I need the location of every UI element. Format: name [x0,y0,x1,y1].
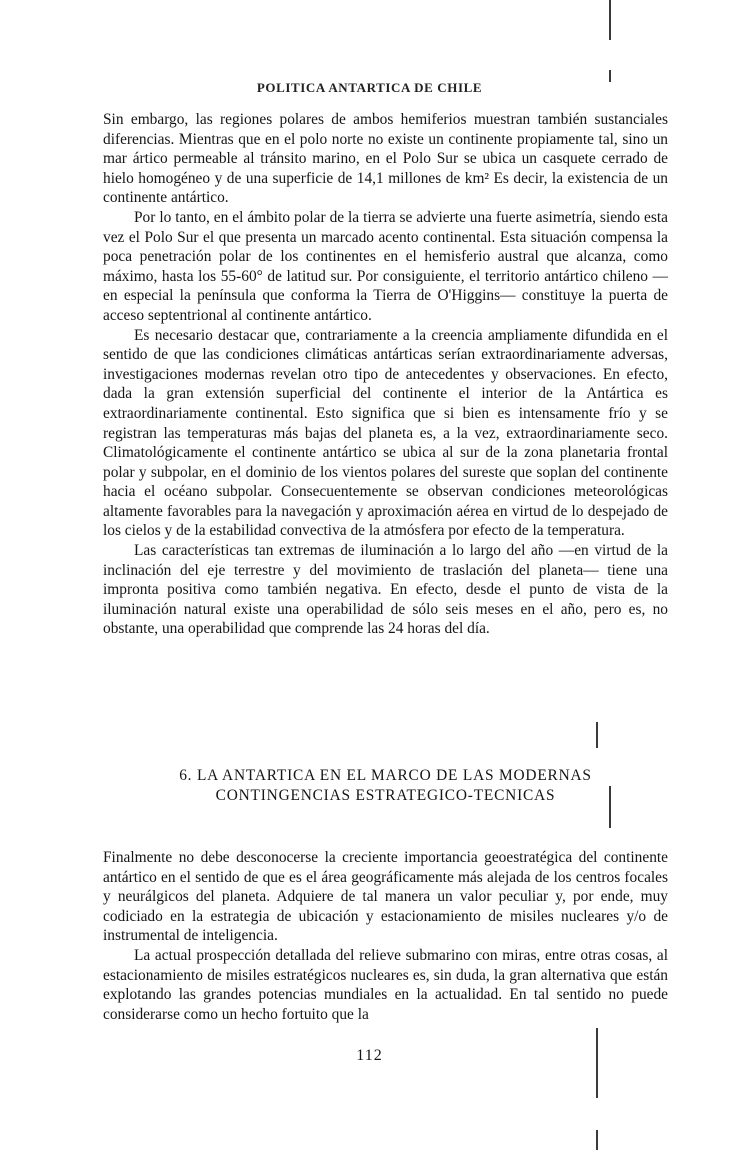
section-heading-line: 6. LA ANTARTICA EN EL MARCO DE LAS MODERNAS [179,767,592,784]
scan-artifact-line [609,70,611,82]
page-number: 112 [356,1047,383,1064]
scan-artifact-line [609,0,611,40]
paragraph: Finalmente no debe desconocerse la creciente importancia geoestratégica del continente antártico en el sentido de que es el área geográficamente más alejada de los centros focales y neurálgicos del planeta. Adquiere de tal manera un valor peculiar y, por ende, muy codiciado en la estrategia de ubicación y estacionamiento de misiles nucleares y/o de instrumental de inteligencia. [103,849,668,945]
paragraph: Las características tan extremas de iluminación a lo largo del año —en virtud de la inclinación del eje terrestre y del movimiento de traslación del planeta— tiene una impronta positiva como también negativa. En efecto, desde el punto de vista de la iluminación natural existe una operabilidad de sólo seis meses en el año, pero es, no obstante, una operabilidad que comprende las 24 horas del día. [103,542,668,638]
body-text-bottom [103,848,668,1024]
running-header: POLITICA ANTARTICA DE CHILE [256,80,483,95]
paragraph: La actual prospección detallada del relieve submarino con miras, entre otras cosas, al estacionamiento de misiles estratégicos nucleares es, sin duda, la gran alternativa que están explotando las grandes potencias mundiales en la actualidad. En tal sentido no puede considerarse como un hecho fortuito que la [103,946,668,1023]
body-text-top [103,110,668,639]
scan-artifact-line [609,786,611,828]
scan-artifact-line [596,722,598,748]
paragraph: Es necesario destacar que, contrariamente a la creencia ampliamente difundida en el sentido de que las condiciones climáticas antárticas serían extraordinariamente adversas, investigaciones modernas revelan otro tipo de antecedentes y observaciones. En efecto, dada la gran extensión superficial del continente el interior de la Antártica es extraordinariamente continental. Esto significa que si bien es intensamente frío y se registran las temperaturas más bajas del planeta es, a la vez, extraordinariamente seco. Climatológicamente el continente antártico se ubica al sur de la zona planetaria frontal polar y subpolar, en el dominio de los vientos polares del sureste que soplan del continente hacia el océano subpolar. Consecuentemente se observan condiciones meteorológicas altamente favorables para la navegación y aproximación aérea en virtud de lo despejado de los cielos y de la estabilidad convectiva de la atmósfera por efecto de la temperatura. [103,326,668,540]
paragraph: Sin embargo, las regiones polares de ambos hemiferios muestran también sustanciales diferencias. Mientras que en el polo norte no existe un continente propiamente tal, sino un mar ártico permeable al tránsito marino, en el Polo Sur se ubica un casquete cerrado de hielo homogéneo y de una superficie de 14,1 millones de km² Es decir, la existencia de un continente antártico. [103,111,668,207]
paragraph: Por lo tanto, en el ámbito polar de la tierra se advierte una fuerte asimetría, siendo esta vez el Polo Sur el que presenta un marcado acento continental. Esta situación compensa la poca penetración polar de los continentes en el hemisferio austral que alcanza, como máximo, hasta los 55-60° de latitud sur. Por consiguiente, el territorio antártico chileno —en especial la península que conforma la Tierra de O'Higgins— constituye la puerta de acceso septentrional al continente antártico. [103,208,668,324]
scan-artifact-line [596,1028,598,1098]
section-heading [103,766,668,806]
section-heading-line: CONTINGENCIAS ESTRATEGICO-TECNICAS [215,787,556,804]
scan-artifact-line [596,1130,598,1150]
